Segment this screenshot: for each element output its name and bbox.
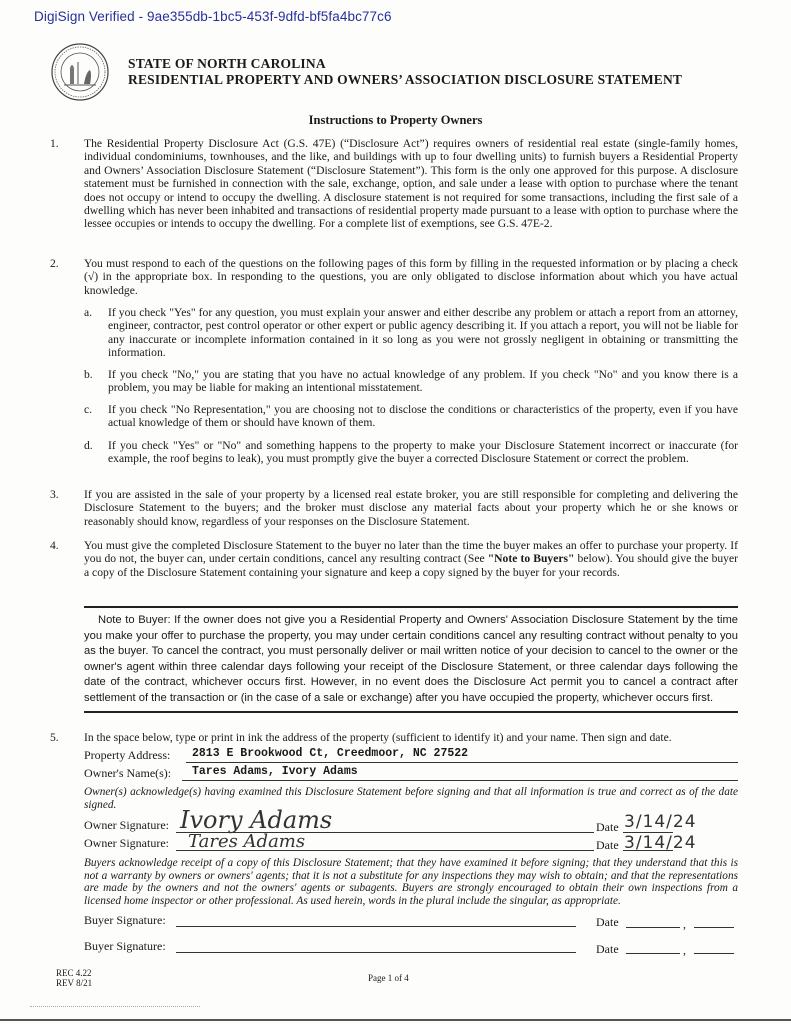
date-separator: , bbox=[683, 917, 686, 931]
owner-signature-label-2: Owner Signature: bbox=[84, 836, 169, 850]
subitem-text: If you check "Yes" for any question, you must explain your answer and either describe any problem or attach a report from an attorney, engineer, contractor, pest control operator or other expert or public agency describing it. If you attach a report, you will not be liable for any inaccurate or incomplete information contained in it so long as you were not grossly negligent in obtaining or transmitting the information. bbox=[108, 306, 738, 360]
item-text: If you are assisted in the sale of your property by a licensed real estate broker, you are still responsible for completing and delivering the Disclosure Statement to the buyers; and the broker must disclose any material facts about your property which he or she knows or reasonably should know, regardless of your responses on the Disclosure Statement. bbox=[84, 488, 738, 528]
owners-name-line bbox=[182, 780, 738, 781]
item-text: You must respond to each of the questions on the following pages of this form by filling in the requested information or by placing a check (√) in the appropriate box. In responding to the questions, you are only obligated to disclose information about which you have actual knowledge. bbox=[84, 257, 738, 297]
date-label-1: Date bbox=[596, 820, 619, 834]
item-text: In the space below, type or print in ink the address of the property (sufficient to identify it) and your name. Then sign and date. bbox=[84, 731, 672, 744]
form-rev: REV 8/21 bbox=[56, 978, 93, 988]
instruction-subitem-d bbox=[84, 439, 738, 466]
item-number: 4. bbox=[50, 539, 59, 552]
buyer-date-label-1: Date bbox=[596, 915, 619, 929]
buyer-signature-line-2[interactable] bbox=[176, 952, 576, 953]
note-to-buyer bbox=[84, 606, 738, 713]
note-to-buyer-text: Note to Buyer: If the owner does not give you a Residential Property and Owners' Association Disclosure Statement by the time you make your offer to purchase the property, you may under certain conditions cancel any resulting contract without penalty to you as the buyer. To cancel the contract, you must personally deliver or mail written notice of your decision to cancel to the owner or the owner's agent within three calendar days following your receipt of the Disclosure Statement, or three calendar days following the date of the contract, whichever occurs first. However, in no event does the Disclosure Act permit you to cancel a contract after settlement of the transaction or (in the case of a sale or exchange) after you have occupied the property, whichever occurs first. bbox=[84, 614, 738, 704]
date-label-2: Date bbox=[596, 838, 619, 852]
owner-date-1[interactable]: 3/14/24 bbox=[624, 812, 697, 832]
subitem-letter: d. bbox=[84, 439, 93, 452]
item-number: 1. bbox=[50, 137, 59, 150]
note-to-buyers-ref: "Note to Buyers" bbox=[487, 552, 575, 566]
instruction-subitem-b bbox=[84, 368, 738, 395]
buyer-acknowledgement: Buyers acknowledge receipt of a copy of this Disclosure Statement; that they have examined it before signing; that they understand that this is not a warranty by owners or owners' agents; that it is not a substitute for any inspections they may wish to obtain; and that the representations are made by the owners and not the owners' agents or subagents. Buyers are strongly encouraged to obtain their own inspections from a licensed home inspector or other professional. As used herein, words in the plural include the singular, as appropriate. bbox=[84, 857, 738, 907]
instruction-item-4 bbox=[50, 539, 738, 579]
buyer-signature-label-1: Buyer Signature: bbox=[84, 913, 166, 927]
subitem-text: If you check "No," you are stating that you have no actual knowledge of any problem. If you check "No" and you know there is a problem, you may be liable for making an intentional misstatement. bbox=[108, 368, 738, 395]
form-code bbox=[56, 968, 92, 988]
item-number: 3. bbox=[50, 488, 59, 501]
instruction-item-3 bbox=[50, 488, 738, 528]
buyer-date-line-1a[interactable] bbox=[626, 927, 680, 928]
form-rec: REC 4.22 bbox=[56, 968, 92, 978]
buyer-date-label-2: Date bbox=[596, 942, 619, 956]
instruction-subitem-a bbox=[84, 306, 738, 360]
item-number: 5. bbox=[50, 731, 59, 744]
state-seal-icon bbox=[50, 42, 110, 102]
subitem-letter: c. bbox=[84, 403, 93, 416]
item-number: 2. bbox=[50, 257, 59, 270]
owners-name-field[interactable]: Tares Adams, Ivory Adams bbox=[192, 765, 358, 778]
instruction-subitem-c bbox=[84, 403, 738, 430]
buyer-date-line-2b[interactable] bbox=[694, 953, 734, 954]
subitem-letter: b. bbox=[84, 368, 93, 381]
owners-name-label: Owner's Name(s): bbox=[84, 766, 172, 780]
subitem-text: If you check "Yes" or "No" and something happens to the property to make your Disclosure Statement incorrect or inaccurate (for example, the roof begins to leak), you must promptly give the buyer a corrected Disclosure Statement or correct the problem. bbox=[108, 439, 738, 466]
item-text-part: You must give the completed Disclosure Statement to the buyer no later than the time the buyer makes an offer to purchase your property. If you do not, the buyer can, under certain conditions, cancel any resulting contract (See bbox=[84, 539, 738, 566]
buyer-date-line-1b[interactable] bbox=[694, 927, 734, 928]
owner-signature-2[interactable]: Tares Adams bbox=[188, 831, 306, 852]
owner-signature-1[interactable]: Ivory Adams bbox=[180, 806, 333, 834]
property-address-field[interactable]: 2813 E Brookwood Ct, Creedmoor, NC 27522 bbox=[192, 747, 469, 760]
item-text-part: below). You should give the buyer a copy of the Disclosure Statement containing your signature and keep a copy signed by the buyer for your records. bbox=[84, 552, 738, 579]
instruction-item-1 bbox=[50, 137, 738, 231]
instruction-item-2 bbox=[50, 257, 738, 297]
subitem-letter: a. bbox=[84, 306, 93, 319]
subitem-text: If you check "No Representation," you are choosing not to disclose the conditions or characteristics of the property, even if you have actual knowledge of them or should have known of them. bbox=[108, 403, 738, 430]
owner-signature-label-1: Owner Signature: bbox=[84, 818, 169, 832]
page-number: Page 1 of 4 bbox=[368, 973, 409, 983]
owner-acknowledgement: Owner(s) acknowledge(s) having examined this Disclosure Statement before signing and that all information is true and correct as of the date signed. bbox=[84, 786, 738, 811]
buyer-signature-line-1[interactable] bbox=[176, 926, 576, 927]
buyer-date-line-2a[interactable] bbox=[626, 953, 680, 954]
date-separator: , bbox=[683, 943, 686, 957]
item-text: The Residential Property Disclosure Act (G.S. 47E) (“Disclosure Act”) requires owners of residential real estate (single-family homes, individual condominiums, townhouses, and the like, and buildings with up to four dwelling units) to furnish buyers a Residential Property and Owners’ Association Disclosure Statement (“Disclosure Statement”). This form is the only one approved for this purpose. A disclosure statement must be furnished in connection with the sale, exchange, option, and sale under a lease with option to purchase where the tenant does not occupy or intend to occupy the dwelling. A disclosure statement is not required for some transactions, including the first sale of a dwelling which has never been inhabited and transactions of residential property made pursuant to a lease with option to purchase where the lessee occupies or intends to occupy the dwelling. For a complete list of exemptions, see G.S. 47E-2. bbox=[84, 137, 738, 231]
property-address-label: Property Address: bbox=[84, 748, 171, 762]
page-bottom-rule bbox=[0, 1019, 791, 1021]
instruction-item-5 bbox=[50, 731, 738, 744]
instructions-heading: Instructions to Property Owners bbox=[308, 113, 483, 127]
header-form-title: RESIDENTIAL PROPERTY AND OWNERS’ ASSOCIATION DISCLOSURE STATEMENT bbox=[128, 72, 683, 87]
item-text bbox=[84, 539, 738, 579]
header-state: STATE OF NORTH CAROLINA bbox=[128, 56, 326, 71]
owner-date-2[interactable]: 3/14/24 bbox=[624, 833, 697, 853]
property-address-line bbox=[186, 762, 738, 763]
buyer-signature-label-2: Buyer Signature: bbox=[84, 939, 166, 953]
footer-faint-rule bbox=[30, 1006, 200, 1007]
verification-banner: DigiSign Verified - 9ae355db-1bc5-453f-9dfd-bf5fa4bc77c6 bbox=[34, 9, 392, 24]
